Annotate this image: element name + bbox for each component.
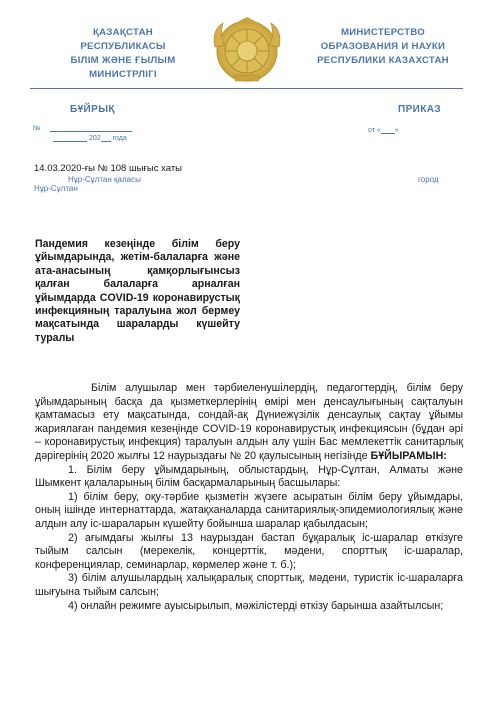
- order-word: БҰЙЫРАМЫН:: [370, 449, 447, 462]
- preamble-text: Білім алушылар мен тәрбиеленушілердің, педагогтердің, білім беру ұйымдарының басқа да қызметкерлерінің өмірі мен денсаулығының сақталуын қамтамасыз ету мақсатында, сондай-ақ Дүниежүзілік денсаулық сақтау ұйымы жариялаған пандемия кезеңінде COVID-19 коронавирустық инфекциясын (бұдан әрі – коронавирустық инфекция) таралуын алдын алу үшін Бас мемлекеттік санитарлық дәрігерінің 2020 жылғы 12 наурыздағы № 20 қаулысының негізінде: [35, 382, 463, 462]
- number-blank: [50, 131, 132, 132]
- order-body: [35, 382, 463, 613]
- number-sign: №: [33, 125, 41, 132]
- doc-type-kazakh: БҰЙРЫҚ: [70, 104, 115, 115]
- ministry-ru-line-1: МИНИСТЕРСТВО: [340, 27, 426, 38]
- ministry-kz-line-1: ҚАЗАҚСТАН: [92, 27, 154, 38]
- ministry-ru-line-3: РЕСПУБЛИКИ КАЗАХСТАН: [317, 55, 449, 66]
- city-russian: город: [418, 175, 439, 184]
- registration-number-kazakh: [33, 125, 132, 142]
- outgoing-letter-note: 14.03.2020-ғы № 108 шығыс хаты: [34, 163, 182, 174]
- ministry-kz-line-4: МИНИСТРЛІГІ: [89, 69, 157, 80]
- year-suffix: года: [112, 135, 127, 142]
- header-divider: [30, 88, 463, 89]
- ministry-ru-line-2: ОБРАЗОВАНИЯ И НАУКИ: [320, 41, 446, 52]
- subitem-1: 1) білім беру, оқу-тәрбие қызметін жүзеге асыратын білім беру ұйымдары, оның ішінде интернаттарда, жатақханаларда санитариялық-эпидемиологиялық және алдын алу іс-шараларын күшейту бойынша шаралар қабылдасын;: [35, 490, 463, 530]
- ministry-name-russian: [298, 26, 468, 68]
- date-day-blank: [381, 133, 395, 134]
- state-emblem-icon: [209, 17, 285, 83]
- subitem-4: 4) онлайн режимге ауысырылып, мәжілістерді өткізу барынша азайтылсын;: [68, 599, 444, 612]
- subitem-3: 3) білім алушылардың халықаралық спорттық, мәдени, туристік іс-шараларға шығуына тыйым салсын;: [35, 572, 463, 598]
- doc-type-russian: ПРИКАЗ: [398, 104, 442, 115]
- year-blank: [101, 141, 111, 142]
- subitem-2: 2) ағымдағы жылғы 13 наурыздан бастап бұқаралық іс-шаралар өткізуге тыйым салсын (мерекелік, концерттік, мәдени, спорттық іс-шаралар, конференциялар, семинарлар, көрмелер және т. б.);: [35, 531, 463, 571]
- registration-date-russian: [368, 127, 399, 134]
- ministry-kz-line-2: РЕСПУБЛИКАСЫ: [80, 41, 166, 52]
- date-from-label: от «: [368, 127, 381, 134]
- year-line: [33, 135, 132, 142]
- city-kazakh: Нұр-Сұлтан қаласы: [68, 175, 141, 184]
- ministry-name-kazakh: [38, 26, 208, 82]
- city-name: Нұр-Сұлтан: [34, 184, 78, 193]
- preamble-paragraph: [35, 382, 463, 464]
- item-1: 1. Білім беру ұйымдарының, облыстардың, Нұр-Сұлтан, Алматы және Шымкент қалаларының білім басқармаларының басшылары:: [35, 463, 463, 490]
- day-blank: [53, 141, 87, 142]
- ministry-kz-line-3: БІЛІМ ЖӘНЕ ҒЫЛЫМ: [70, 55, 176, 66]
- date-close-quote: »: [394, 127, 399, 134]
- order-title: Пандемия кезеңінде білім беру ұйымдарында, жетім-балаларға және ата-анасының қамқорлығынсыз қалған балаларға арналған ұйымдарда COVID-19 коронавирустық инфекцияның таралуына жол бермеу мақсатында шараларды күшейту туралы: [35, 238, 240, 344]
- year-prefix: 202: [88, 135, 101, 142]
